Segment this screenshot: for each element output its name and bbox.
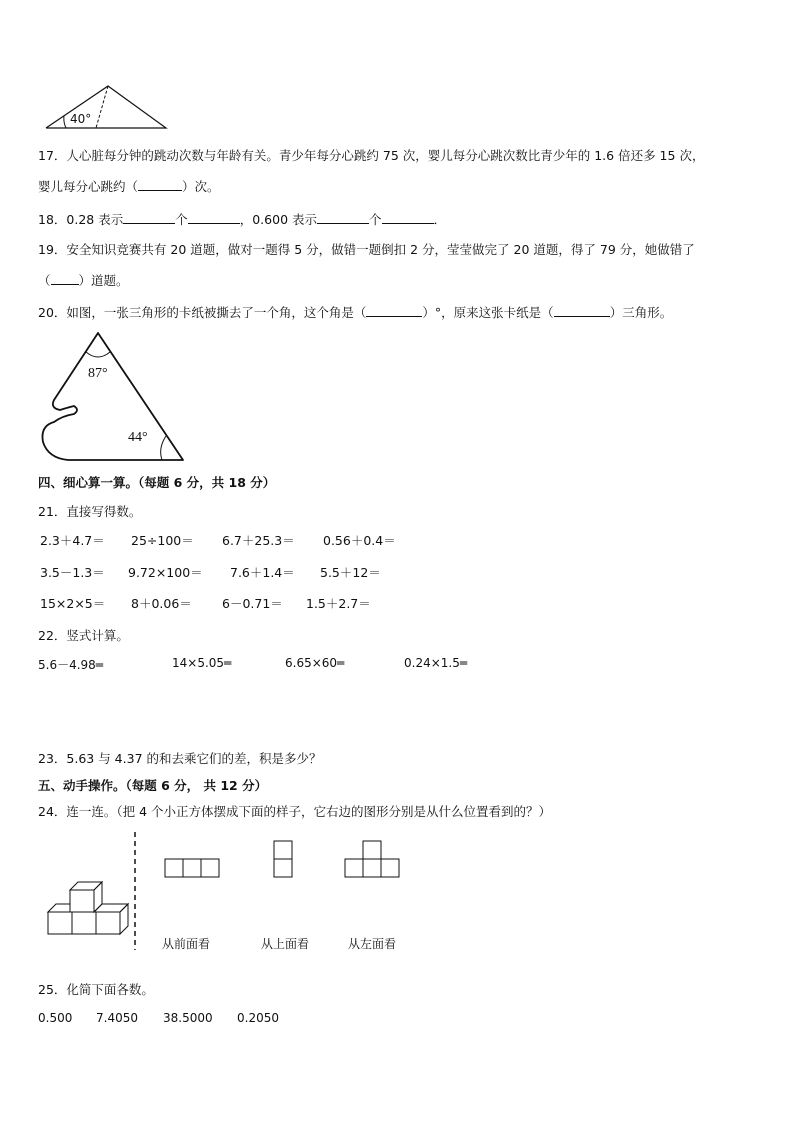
q25-item: 0.500 — [38, 1011, 73, 1025]
q22-item: 5.6－4.98═ — [38, 658, 104, 672]
q21-cell: 9.72×100＝ — [128, 565, 203, 580]
answer-blank[interactable] — [123, 212, 175, 224]
view-label-left: 从左面看 — [348, 937, 397, 951]
q21-cell: 3.5－1.3＝ — [40, 565, 105, 580]
answer-blank[interactable] — [554, 305, 610, 317]
question-23: 23．5.63 与 4.37 的和去乘它们的差，积是多少？ — [38, 751, 322, 766]
cube-stack-figure — [46, 878, 136, 938]
top-angle-label: 40° — [70, 112, 92, 126]
q21-cell: 6.7＋25.3＝ — [222, 533, 295, 548]
answer-blank[interactable] — [138, 179, 182, 191]
q22-item: 0.24×1.5═ — [404, 656, 468, 670]
q21-cell: 15×2×5＝ — [40, 596, 106, 611]
question-25-title: 25．化简下面各数。 — [38, 982, 154, 997]
section-5-title: 五、动手操作。（每题 6 分， 共 12 分） — [38, 778, 268, 793]
answer-blank[interactable] — [51, 273, 79, 285]
answer-blank[interactable] — [366, 305, 422, 317]
answer-blank[interactable] — [382, 212, 434, 224]
question-18-text-e: ． — [433, 212, 447, 227]
question-17-line1: 17．人心脏每分钟的跳动次数与年龄有关。青少年每分心跳约 75 次，婴儿每分心跳次数比青少年的 1.6 倍还多 15 次， — [38, 148, 705, 163]
question-17-line2 — [38, 177, 220, 195]
question-20-text-c: ）三角形。 — [609, 305, 673, 320]
question-20 — [38, 303, 672, 321]
top-view-shape — [273, 840, 297, 880]
dashed-divider — [132, 832, 138, 952]
question-24: 24．连一连。（把 4 个小正方体摆成下面的样子，它右边的图形分别是从什么位置看到的？） — [38, 804, 552, 819]
question-18-text-d: 个 — [369, 212, 382, 227]
q21-cell: 7.6＋1.4＝ — [230, 565, 295, 580]
question-19-line1: 19．安全知识竞赛共有 20 道题，做对一题得 5 分，做错一题倒扣 2 分，莹莹做完了 20 道题，得了 79 分，她做错了 — [38, 242, 695, 257]
question-17-text-b: ）次。 — [182, 179, 220, 194]
q21-cell: 5.5＋12＝ — [320, 565, 381, 580]
answer-blank[interactable] — [317, 212, 369, 224]
q21-cell: 8＋0.06＝ — [131, 596, 192, 611]
question-19-line2 — [38, 271, 129, 289]
top-triangle-figure — [42, 82, 172, 132]
question-19-text-b: ）道题。 — [78, 273, 129, 288]
q22-item: 6.65×60═ — [285, 656, 345, 670]
q22-item: 14×5.05═ — [172, 656, 232, 670]
question-20-text-b: ）°，原来这张卡纸是（ — [422, 305, 554, 320]
answer-blank[interactable] — [188, 212, 240, 224]
question-18-text-c: ，0.600 表示 — [239, 212, 317, 227]
view-label-top: 从上面看 — [261, 937, 310, 951]
q21-cell: 6－0.71＝ — [222, 596, 283, 611]
torn-triangle-figure — [40, 330, 190, 465]
q25-item: 7.4050 — [96, 1011, 138, 1025]
question-21-title: 21．直接写得数。 — [38, 504, 142, 519]
q21-cell: 25÷100＝ — [131, 533, 194, 548]
angle-label-44: 44° — [128, 430, 148, 445]
left-view-shape — [344, 840, 404, 880]
question-22-title: 22．竖式计算。 — [38, 628, 129, 643]
front-view-shape — [164, 858, 224, 880]
q25-item: 38.5000 — [163, 1011, 213, 1025]
question-18-text-b: 个 — [175, 212, 188, 227]
question-19-text-a: （ — [38, 273, 51, 288]
section-4-title: 四、细心算一算。（每题 6 分，共 18 分） — [38, 475, 276, 490]
view-label-front: 从前面看 — [162, 937, 211, 951]
q21-cell: 2.3＋4.7＝ — [40, 533, 105, 548]
question-18 — [38, 210, 446, 228]
question-20-text-a: 20．如图，一张三角形的卡纸被撕去了一个角，这个角是（ — [38, 305, 367, 320]
question-17-text-a: 婴儿每分心跳约（ — [38, 179, 139, 194]
angle-label-87: 87° — [88, 366, 108, 381]
question-18-text-a: 18．0.28 表示 — [38, 212, 124, 227]
q21-cell: 0.56＋0.4＝ — [323, 533, 396, 548]
q25-item: 0.2050 — [237, 1011, 279, 1025]
q21-cell: 1.5＋2.7＝ — [306, 596, 371, 611]
